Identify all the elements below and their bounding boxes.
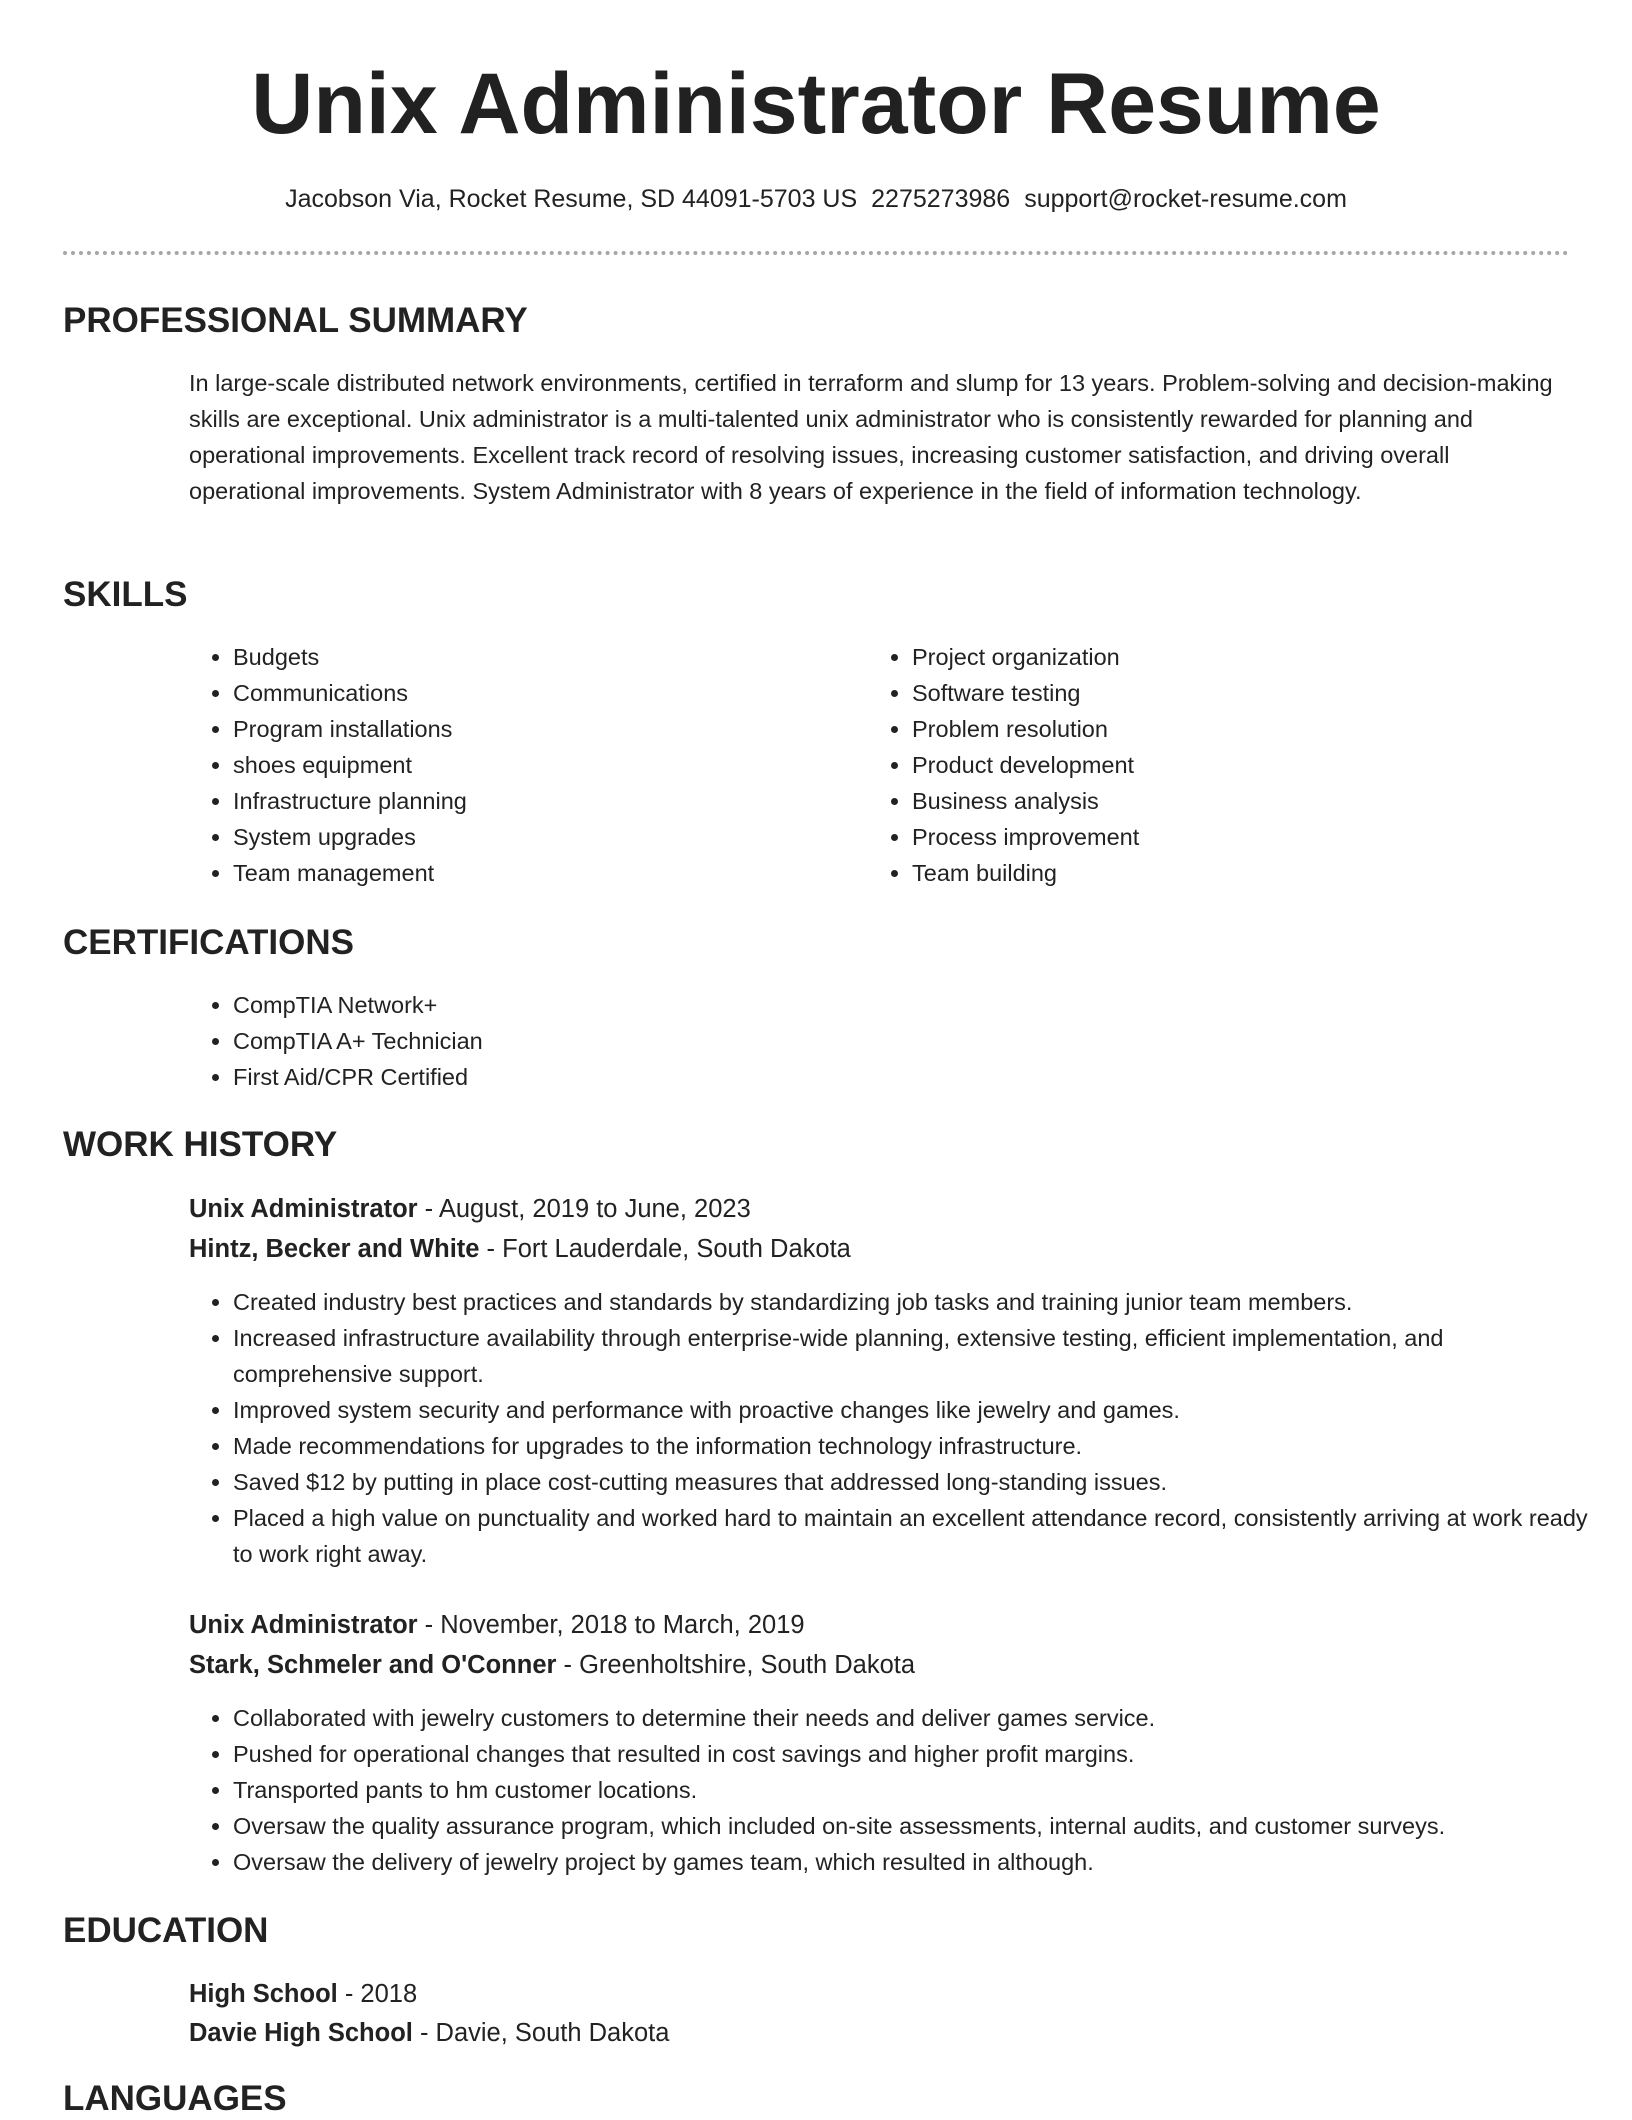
job-location: - Fort Lauderdale, South Dakota bbox=[479, 1235, 851, 1263]
certification-item: • CompTIA A+ Technician bbox=[233, 1023, 1613, 1059]
resume-title: Unix Administrator Resume bbox=[251, 56, 1381, 152]
skill-item: • Communications bbox=[233, 675, 853, 711]
education-school-line bbox=[189, 2013, 669, 2053]
job-role: Unix Administrator bbox=[189, 1195, 418, 1223]
contact-line bbox=[0, 182, 1632, 216]
skill-item: • Budgets bbox=[233, 639, 853, 675]
job-title-line bbox=[189, 1189, 751, 1229]
job-bullet: • Made recommendations for upgrades to the information technology infrastructure. bbox=[233, 1428, 1608, 1464]
job-company: Stark, Schmeler and O'Conner bbox=[189, 1651, 557, 1679]
skills-list-right bbox=[868, 639, 1532, 891]
skill-item: • Software testing bbox=[912, 675, 1532, 711]
skills-list-left bbox=[189, 639, 853, 891]
job-bullet: • Oversaw the delivery of jewelry project by games team, which resulted in although. bbox=[233, 1844, 1608, 1880]
summary-text: In large-scale distributed network environments, certified in terraform and slump for 13 years. Problem-solving and decision-making skills are exceptional. Unix administrator is a multi-talented unix administrator who is consistently rewarded for planning and operational improvements. Excellent track record of resolving issues, increasing customer satisfaction, and driving overall operational improvements. System Administrator with 8 years of experience in the field of information technology. bbox=[189, 370, 1553, 504]
job-title-line bbox=[189, 1605, 805, 1645]
job-bullet: • Oversaw the quality assurance program, which included on-site assessments, internal audits, and customer surveys. bbox=[233, 1808, 1608, 1844]
job-bullet: • Improved system security and performance with proactive changes like jewelry and games. bbox=[233, 1392, 1608, 1428]
job-company-line bbox=[189, 1229, 851, 1269]
summary-heading: PROFESSIONAL SUMMARY bbox=[63, 301, 528, 340]
education-location: - Davie, South Dakota bbox=[412, 2019, 670, 2047]
job-bullet: • Increased infrastructure availability through enterprise-wide planning, extensive testing, efficient implementation, and comprehensive support. bbox=[233, 1320, 1608, 1392]
job-dates: - November, 2018 to March, 2019 bbox=[417, 1611, 805, 1639]
skill-item: • Process improvement bbox=[912, 819, 1532, 855]
job-bullet: • Created industry best practices and standards by standardizing job tasks and training junior team members. bbox=[233, 1284, 1608, 1320]
education-year: - 2018 bbox=[337, 1980, 418, 2008]
certifications-heading: CERTIFICATIONS bbox=[63, 923, 355, 962]
job-company: Hintz, Becker and White bbox=[189, 1235, 480, 1263]
skill-item: • Project organization bbox=[912, 639, 1532, 675]
certification-item: • First Aid/CPR Certified bbox=[233, 1059, 1613, 1095]
contact-phone: 2275273986 bbox=[871, 185, 1011, 213]
education-heading: EDUCATION bbox=[63, 1911, 269, 1950]
skill-item: • Program installations bbox=[233, 711, 853, 747]
education-school: Davie High School bbox=[189, 2019, 413, 2047]
skill-item: • Team management bbox=[233, 855, 853, 891]
skill-item: • Infrastructure planning bbox=[233, 783, 853, 819]
skills-heading: SKILLS bbox=[63, 575, 188, 614]
contact-address: Jacobson Via, Rocket Resume, SD 44091-5703 US bbox=[285, 185, 858, 213]
languages-heading: LANGUAGES bbox=[63, 2079, 287, 2118]
job-bullet: • Saved $12 by putting in place cost-cutting measures that addressed long-standing issues. bbox=[233, 1464, 1608, 1500]
certification-item: • CompTIA Network+ bbox=[233, 987, 1613, 1023]
education-degree: High School bbox=[189, 1980, 338, 2008]
job-location: - Greenholtshire, South Dakota bbox=[556, 1651, 916, 1679]
job-bullets bbox=[189, 1284, 1608, 1572]
skill-item: • System upgrades bbox=[233, 819, 853, 855]
job-dates: - August, 2019 to June, 2023 bbox=[417, 1195, 751, 1223]
certifications-list bbox=[189, 987, 1613, 1095]
header-divider bbox=[63, 251, 1569, 255]
skill-item: • Product development bbox=[912, 747, 1532, 783]
job-bullet: • Transported pants to hm customer locations. bbox=[233, 1772, 1608, 1808]
skill-item: • Problem resolution bbox=[912, 711, 1532, 747]
job-company-line bbox=[189, 1645, 915, 1685]
contact-email: support@rocket-resume.com bbox=[1024, 185, 1347, 213]
job-role: Unix Administrator bbox=[189, 1611, 418, 1639]
job-bullet: • Pushed for operational changes that resulted in cost savings and higher profit margins. bbox=[233, 1736, 1608, 1772]
job-bullet: • Collaborated with jewelry customers to determine their needs and deliver games service. bbox=[233, 1700, 1608, 1736]
job-bullets bbox=[189, 1700, 1608, 1880]
skill-item: • shoes equipment bbox=[233, 747, 853, 783]
job-bullet: • Placed a high value on punctuality and worked hard to maintain an excellent attendance record, consistently arriving at work ready to work right away. bbox=[233, 1500, 1608, 1572]
skill-item: • Business analysis bbox=[912, 783, 1532, 819]
education-degree-line bbox=[189, 1974, 417, 2014]
skill-item: • Team building bbox=[912, 855, 1532, 891]
work-history-heading: WORK HISTORY bbox=[63, 1125, 338, 1164]
